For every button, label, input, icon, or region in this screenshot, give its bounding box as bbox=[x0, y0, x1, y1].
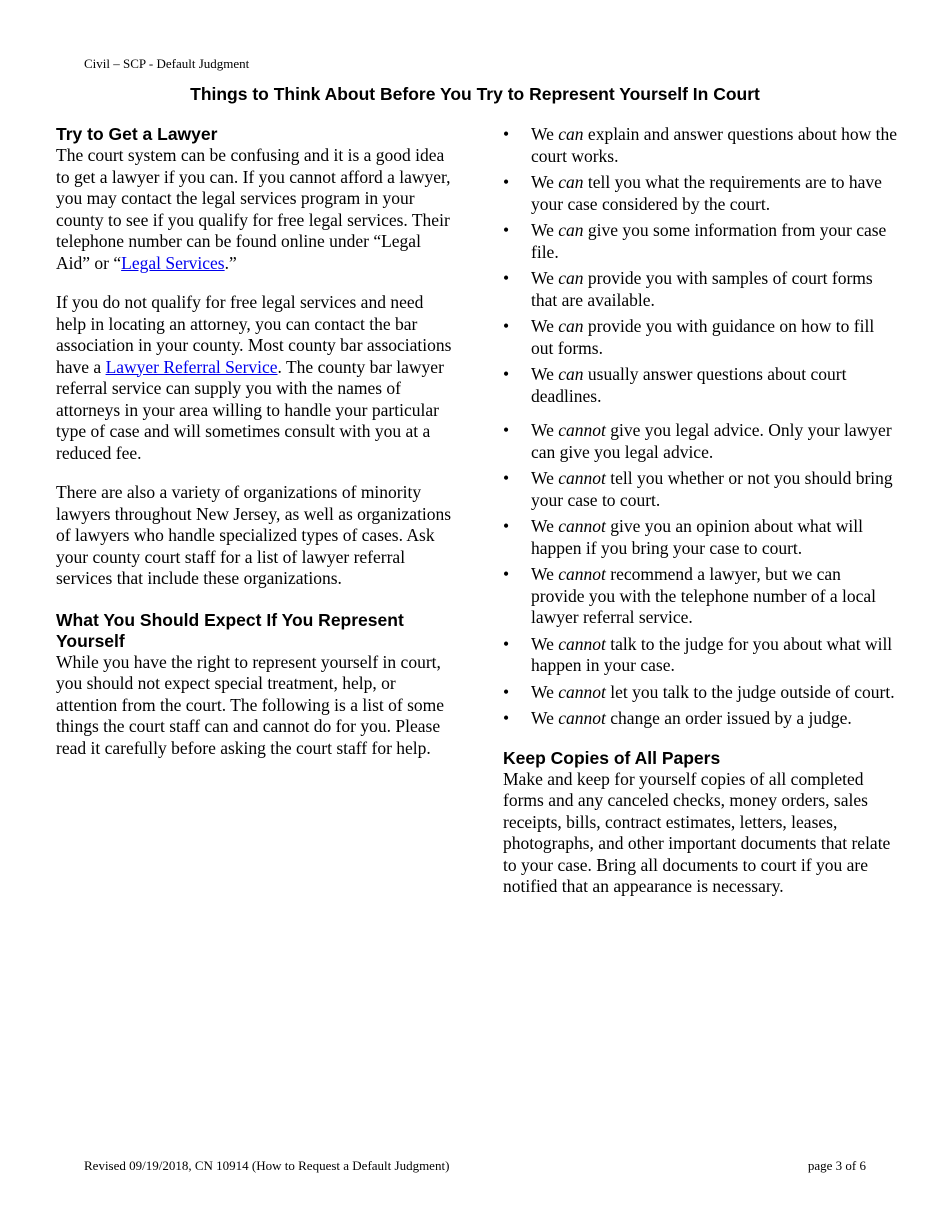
header-label: Civil – SCP - Default Judgment bbox=[84, 56, 250, 71]
paragraph-minority-lawyers: There are also a variety of organizations of minority lawyers throughout New Jersey, as well as organizations of lawyers who handle specialized types of cases. Ask your county court staff for a list of lawyer referral services that include these organizations. bbox=[56, 482, 452, 588]
paragraph-text: If you do not qualify for free legal services and need help in locating an attorney, you can contact the bar association in your county. Most county bar associations have a bbox=[56, 292, 452, 377]
paragraph-represent-yourself: While you have the right to represent yourself in court, you should not expect special treatment, help, or attention from the court. The following is a list of some things the court staff can and cannot do for you. Please read it carefully before asking the court staff for help. bbox=[56, 651, 445, 758]
page-title: Things to Think About Before You Try to Represent Yourself In Court bbox=[190, 84, 760, 104]
cannot-list bbox=[503, 420, 898, 730]
can-list-item: • We can provide you with samples of court forms that are available. bbox=[503, 268, 898, 311]
cannot-list-item: • We cannot let you talk to the judge outside of court. bbox=[503, 682, 898, 704]
footer-revision: Revised 09/19/2018, CN 10914 (How to Request a Default Judgment) bbox=[84, 1158, 450, 1173]
cannot-list-item: • We cannot talk to the judge for you about what will happen in your case. bbox=[503, 634, 898, 677]
cannot-list-item: • We cannot tell you whether or not you should bring your case to court. bbox=[503, 468, 898, 511]
lawyer-referral-service-link[interactable]: Lawyer Referral Service bbox=[105, 356, 278, 377]
section-heading-lawyer: Try to Get a Lawyer bbox=[56, 124, 218, 144]
can-list bbox=[503, 124, 898, 407]
can-list-item: • We can provide you with guidance on how to fill out forms. bbox=[503, 316, 898, 359]
cannot-list-item: • We cannot recommend a lawyer, but we can provide you with the telephone number of a local lawyer referral service. bbox=[503, 564, 898, 629]
cannot-list-item: • We cannot give you an opinion about what will happen if you bring your case to court. bbox=[503, 516, 898, 559]
cannot-list-item: • We cannot change an order issued by a judge. bbox=[503, 708, 898, 730]
paragraph-bar-association bbox=[56, 292, 454, 464]
can-list-item: • We can explain and answer questions about how the court works. bbox=[503, 124, 898, 167]
left-column bbox=[56, 124, 454, 777]
right-column bbox=[503, 124, 898, 916]
section-heading-represent-yourself: What You Should Expect If You Represent Yourself bbox=[56, 609, 404, 651]
footer-page-number: page 3 of 6 bbox=[807, 1158, 866, 1173]
paragraph-lawyer bbox=[56, 145, 454, 274]
legal-services-link[interactable]: Legal Services bbox=[121, 252, 225, 273]
paragraph-text: The court system can be confusing and it is a good idea to get a lawyer if you can. If you cannot afford a lawyer, you may contact the legal services program in your county to see if you qualify for free legal services. Their telephone number can be found online under “Legal Aid” or “ bbox=[56, 145, 451, 273]
can-list-item: • We can tell you what the requirements are to have your case considered by the court. bbox=[503, 172, 898, 215]
can-list-item: • We can usually answer questions about court deadlines. bbox=[503, 364, 898, 407]
paragraph-text: . The county bar lawyer referral service can supply you with the names of attorneys in your area willing to handle your particular type of case and will sometimes consult with you at a reduced fee. bbox=[56, 356, 444, 463]
cannot-list-item: • We cannot give you legal advice. Only your lawyer can give you legal advice. bbox=[503, 420, 898, 463]
paragraph-keep-copies: Make and keep for yourself copies of all completed forms and any canceled checks, money orders, sales receipts, bills, contract estimates, letters, leases, photographs, and other important documents that relate to your case. Bring all documents to court if you are notified that an appearance is necessary. bbox=[503, 768, 891, 896]
section-heading-keep-copies: Keep Copies of All Papers bbox=[503, 747, 721, 768]
can-list-item: • We can give you some information from your case file. bbox=[503, 220, 898, 263]
paragraph-text: .” bbox=[224, 252, 237, 273]
